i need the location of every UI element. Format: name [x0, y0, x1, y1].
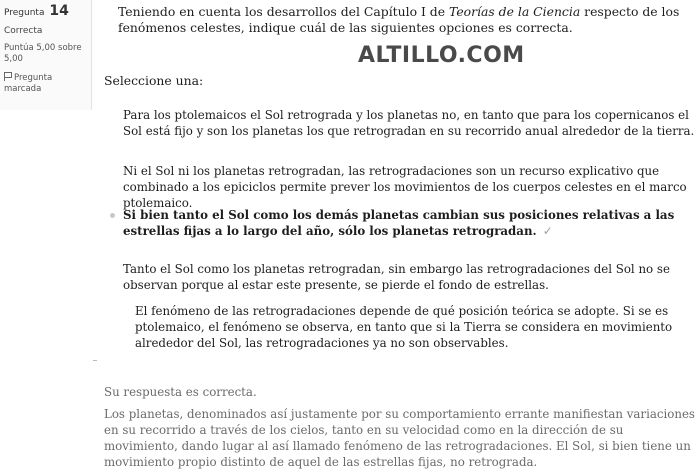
flag-label: Pregunta marcada: [4, 73, 53, 94]
question-grade: Puntúa 5,00 sobre 5,00: [4, 43, 82, 64]
answer-option-1[interactable]: [123, 107, 695, 139]
question-prefix: Pregunta: [4, 8, 45, 18]
answer-option-1-label: Para los ptolemaicos el Sol retrograda y los planetas no, en tanto que para los copernicanos el Sol está fijo y son los planetas los que retrogradan en su recorrido anual alrededor de la tierra.: [123, 108, 695, 138]
answer-option-3-label: Si bien tanto el Sol como los demás planetas cambian sus posiciones relativas a las estrellas fijas a lo largo del año, sólo los planetas retrogradan.: [123, 208, 675, 238]
feedback-explanation: Los planetas, denominados así justamente por su comportamiento errante manifiestan variaciones en su recorrido a través de los cielos, tanto en su velocidad como en la dirección de su movimiento, dando lugar al así llamado fenómeno de las retrogradaciones. El Sol, si bien tiene un movimiento propio distinto de aquel de las estrellas fijas, no retrograda.: [104, 407, 695, 469]
question-number: 14: [49, 3, 69, 19]
flag-icon: [4, 72, 11, 81]
selected-radio-indicator[interactable]: [110, 213, 115, 218]
answer-prompt: Seleccione una:: [104, 73, 204, 88]
answer-option-2[interactable]: [123, 163, 695, 211]
correct-check-icon: ✓: [542, 224, 553, 238]
answer-option-3[interactable]: [123, 207, 695, 239]
question-text-after: respecto de los fenómenos celestes, indique cuál de las siguientes opciones es correcta.: [118, 4, 680, 35]
answer-option-4[interactable]: [123, 261, 695, 293]
question-number-row: [4, 3, 69, 19]
answer-option-5[interactable]: [123, 303, 695, 351]
feedback-status: Su respuesta es correcta.: [104, 385, 257, 399]
question-text: [104, 4, 694, 36]
question-info-panel: [0, 0, 92, 110]
question-text-before: Teniendo en cuenta los desarrollos del Capítulo I de: [118, 4, 450, 19]
flag-question-link[interactable]: [4, 72, 88, 95]
book-title: Teorías de la Ciencia: [449, 4, 581, 19]
divider-mark: [93, 360, 97, 361]
answer-option-2-label: Ni el Sol ni los planetas retrogradan, las retrogradaciones son un recurso explicativo que combinado a los epiciclos permite prever los movimientos de los cuerpos celestes en el marco ptolemaico.: [123, 164, 687, 210]
answer-option-4-label: Tanto el Sol como los planetas retrogradan, sin embargo las retrogradaciones del Sol no se observan porque al estar este presente, se pierde el fondo de estrellas.: [123, 262, 670, 292]
watermark-logo: ALTILLO.COM: [358, 43, 525, 68]
question-state: Correcta: [4, 26, 43, 36]
feedback-panel: [104, 384, 696, 470]
answer-option-5-label: El fenómeno de las retrogradaciones depende de qué posición teórica se adopte. Si se es ptolemaico, el fenómeno se observa, en tanto que si la Tierra se considera en movimiento alrededor del Sol, las retrogradaciones ya no son observables.: [135, 304, 673, 350]
